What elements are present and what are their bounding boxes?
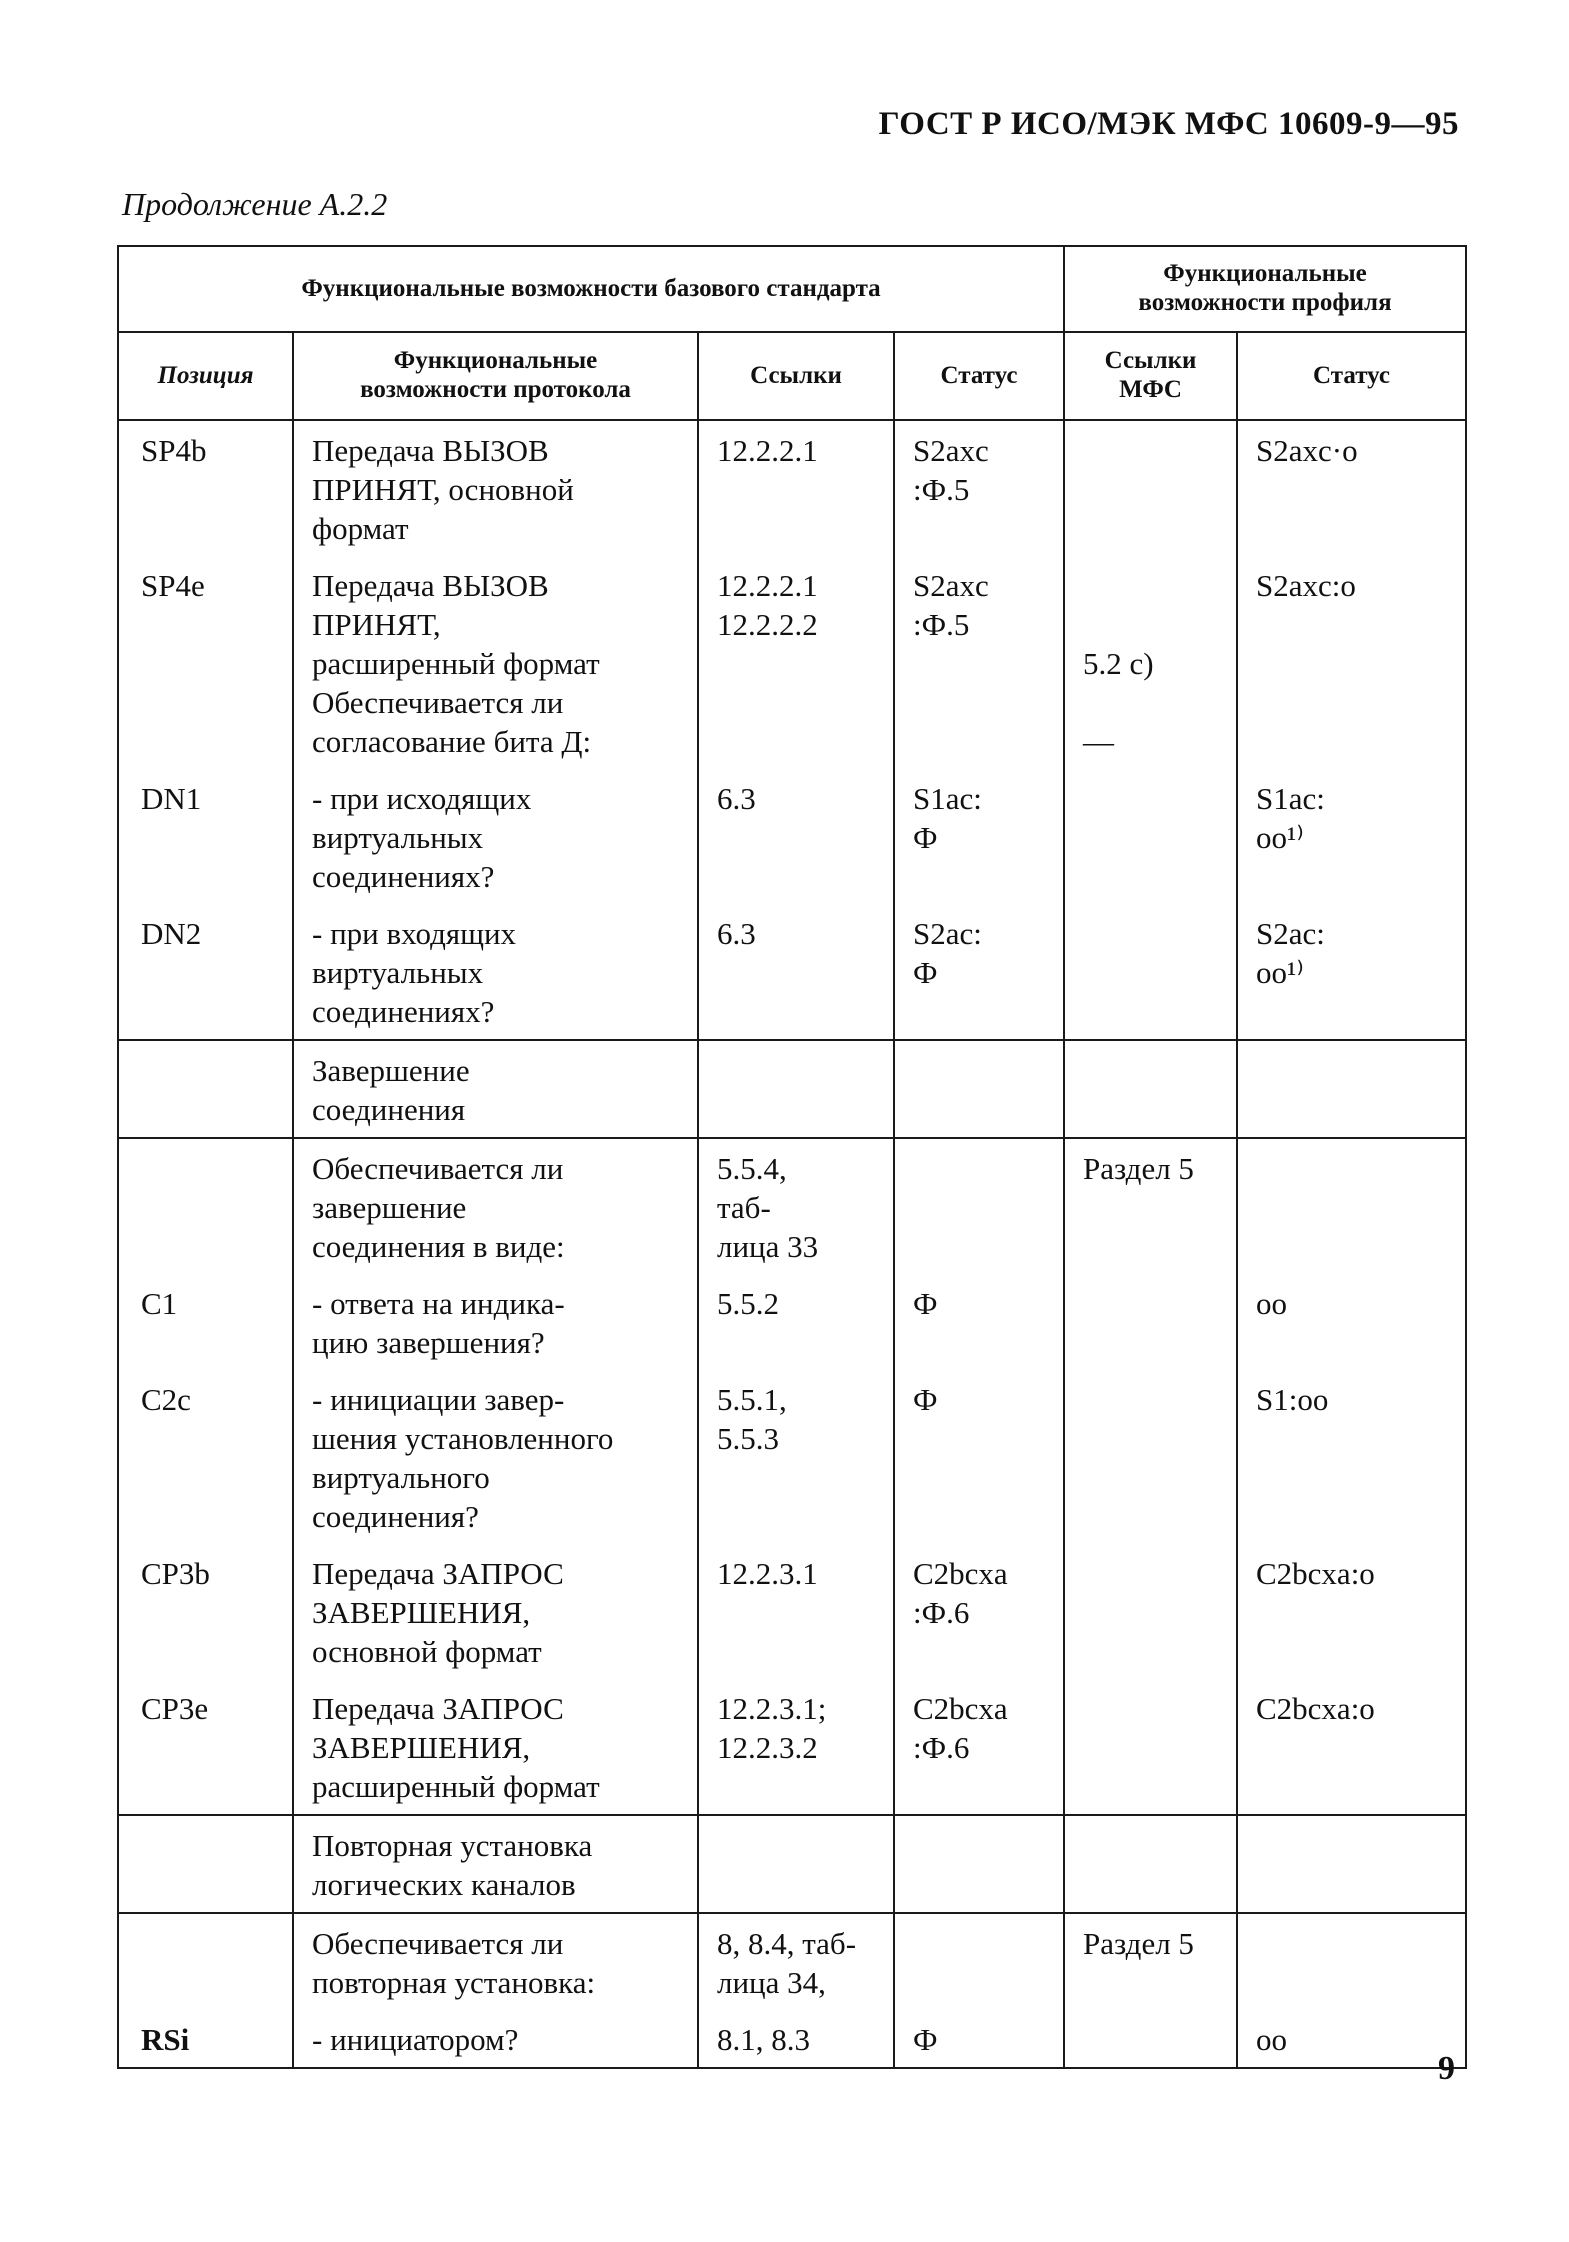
cell-profile-status: oo — [1237, 2010, 1466, 2068]
cell-position — [118, 1040, 293, 1138]
cell-refs: 12.2.2.1 12.2.2.2 — [698, 556, 894, 769]
cell-refs: 12.2.3.1; 12.2.3.2 — [698, 1679, 894, 1815]
cell-mfs-refs: Раздел 5 — [1064, 1913, 1237, 2010]
cell-status — [894, 1040, 1064, 1138]
table-row — [118, 769, 1466, 904]
cell-position: DN1 — [118, 769, 293, 904]
cell-function: - инициации завер- шения установленного виртуального соединения? — [293, 1370, 698, 1544]
cell-refs: 12.2.2.1 — [698, 420, 894, 556]
continuation-caption: Продолжение A.2.2 — [122, 186, 388, 222]
cell-profile-status — [1237, 1040, 1466, 1138]
cell-refs: 5.5.2 — [698, 1274, 894, 1370]
cell-profile-status: C2bcxa:o — [1237, 1544, 1466, 1679]
cell-status — [894, 1913, 1064, 2010]
cell-mfs-refs — [1064, 420, 1237, 556]
column-header-profile-status: Статус — [1237, 332, 1466, 420]
cell-refs: 5.5.4, таб- лица 33 — [698, 1138, 894, 1274]
cell-function: - при исходящих виртуальных соединениях? — [293, 769, 698, 904]
cell-profile-status — [1237, 1138, 1466, 1274]
cell-status: C2bcxa :Ф.6 — [894, 1679, 1064, 1815]
column-header-refs: Ссылки — [698, 332, 894, 420]
cell-refs — [698, 1815, 894, 1913]
cell-profile-status: oo — [1237, 1274, 1466, 1370]
cell-mfs-refs — [1064, 1679, 1237, 1815]
cell-status: S2axc :Ф.5 — [894, 420, 1064, 556]
cell-position: RSi — [118, 2010, 293, 2068]
cell-mfs-refs: 5.2 с) — — [1064, 556, 1237, 769]
cell-refs: 8.1, 8.3 — [698, 2010, 894, 2068]
cell-function: - при входящих виртуальных соединениях? — [293, 904, 698, 1040]
column-header-function: Функциональные возможности протокола — [293, 332, 698, 420]
group-header-base: Функциональные возможности базового стандарта — [118, 246, 1064, 332]
cell-profile-status: S2ac: oo¹⁾ — [1237, 904, 1466, 1040]
cell-position: SP4e — [118, 556, 293, 769]
cell-profile-status — [1237, 1815, 1466, 1913]
cell-position — [118, 1913, 293, 2010]
table-row — [118, 556, 1466, 769]
cell-status: S2ac: Ф — [894, 904, 1064, 1040]
group-header-profile-text: Функциональные возможности профиля — [1138, 260, 1392, 316]
cell-status — [894, 1138, 1064, 1274]
cell-position: CP3b — [118, 1544, 293, 1679]
cell-refs: 12.2.3.1 — [698, 1544, 894, 1679]
cell-position — [118, 1815, 293, 1913]
cell-function: - ответа на индика- цию завершения? — [293, 1274, 698, 1370]
cell-mfs-refs — [1064, 904, 1237, 1040]
document-header: ГОСТ Р ИСО/МЭК МФС 10609-9—95 — [878, 106, 1459, 142]
cell-position: SP4b — [118, 420, 293, 556]
cell-mfs-refs — [1064, 1544, 1237, 1679]
cell-mfs-refs — [1064, 2010, 1237, 2068]
cell-function: Передача ЗАПРОС ЗАВЕРШЕНИЯ, расширенный формат — [293, 1679, 698, 1815]
cell-position: CP3e — [118, 1679, 293, 1815]
cell-refs: 8, 8.4, таб- лица 34, — [698, 1913, 894, 2010]
cell-refs: 6.3 — [698, 769, 894, 904]
cell-mfs-refs — [1064, 1370, 1237, 1544]
cell-profile-status: S2axc:o — [1237, 556, 1466, 769]
capabilities-table — [117, 245, 1467, 2069]
cell-mfs-refs: Раздел 5 — [1064, 1138, 1237, 1274]
table-row — [118, 2010, 1466, 2068]
cell-status — [894, 1815, 1064, 1913]
cell-status: C2bcxa :Ф.6 — [894, 1544, 1064, 1679]
cell-function: Передача ЗАПРОС ЗАВЕРШЕНИЯ, основной формат — [293, 1544, 698, 1679]
table-row — [118, 1913, 1466, 2010]
cell-function: Передача ВЫЗОВ ПРИНЯТ, расширенный формат Обеспечивается ли согласование бита Д: — [293, 556, 698, 769]
cell-refs: 5.5.1, 5.5.3 — [698, 1370, 894, 1544]
cell-position: DN2 — [118, 904, 293, 1040]
cell-profile-status: S2axc·o — [1237, 420, 1466, 556]
column-header-status: Статус — [894, 332, 1064, 420]
table-row — [118, 904, 1466, 1040]
table-row — [118, 1138, 1466, 1274]
group-header-profile — [1064, 246, 1466, 332]
cell-mfs-refs — [1064, 1815, 1237, 1913]
table-row — [118, 1040, 1466, 1138]
cell-position: C1 — [118, 1274, 293, 1370]
cell-profile-status — [1237, 1913, 1466, 2010]
cell-function: Завершение соединения — [293, 1040, 698, 1138]
cell-mfs-refs — [1064, 769, 1237, 904]
cell-refs: 6.3 — [698, 904, 894, 1040]
table-row — [118, 1815, 1466, 1913]
table-row — [118, 1274, 1466, 1370]
cell-profile-status: C2bcxa:o — [1237, 1679, 1466, 1815]
cell-function: Обеспечивается ли завершение соединения в виде: — [293, 1138, 698, 1274]
cell-profile-status: S1:oo — [1237, 1370, 1466, 1544]
cell-status: S1ac: Ф — [894, 769, 1064, 904]
cell-profile-status: S1ac: oo¹⁾ — [1237, 769, 1466, 904]
cell-function: Передача ВЫЗОВ ПРИНЯТ, основной формат — [293, 420, 698, 556]
page-number: 9 — [1438, 2050, 1455, 2087]
cell-mfs-refs — [1064, 1274, 1237, 1370]
table-row — [118, 1679, 1466, 1815]
table-row — [118, 1370, 1466, 1544]
cell-position — [118, 1138, 293, 1274]
cell-refs — [698, 1040, 894, 1138]
cell-function: Обеспечивается ли повторная установка: — [293, 1913, 698, 2010]
cell-status: Ф — [894, 1370, 1064, 1544]
cell-status: Ф — [894, 2010, 1064, 2068]
column-header-position: Позиция — [118, 332, 293, 420]
table-row — [118, 420, 1466, 556]
cell-status: S2axc :Ф.5 — [894, 556, 1064, 769]
cell-status: Ф — [894, 1274, 1064, 1370]
cell-function: Повторная установка логических каналов — [293, 1815, 698, 1913]
column-header-mfs-refs: Ссылки МФС — [1064, 332, 1237, 420]
cell-mfs-refs — [1064, 1040, 1237, 1138]
cell-function: - инициатором? — [293, 2010, 698, 2068]
cell-position: C2c — [118, 1370, 293, 1544]
table-row — [118, 1544, 1466, 1679]
